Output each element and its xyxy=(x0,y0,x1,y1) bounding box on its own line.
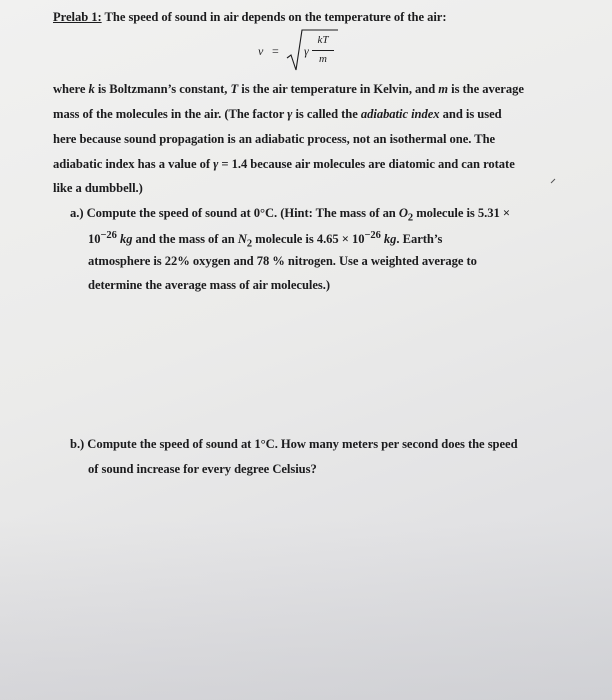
part-b-line-2: of sound increase for every degree Celsius? xyxy=(88,462,317,476)
symbol-gamma: γ xyxy=(213,157,219,171)
formula-denominator: m xyxy=(319,53,327,65)
intro-text: is Boltzmann’s constant, xyxy=(94,82,231,96)
formula-equals: = xyxy=(272,44,279,58)
part-a-text: 10 xyxy=(88,232,101,247)
adiabatic-index-term: adiabatic index xyxy=(360,107,440,121)
intro-line-3: here because sound propagation is an adiabatic process, not an isothermal one. The xyxy=(53,132,496,146)
part-a-line-3: atmosphere is 22% oxygen and 78 % nitrogen. Use a weighted average to xyxy=(88,254,477,268)
part-a-text: and the mass of an xyxy=(132,232,238,247)
intro-text: adiabatic index has a value of xyxy=(53,157,214,171)
stray-mark-icon xyxy=(550,178,556,184)
part-a-line-2 xyxy=(88,230,442,250)
symbol-gamma: γ xyxy=(287,107,293,121)
prelab-title-text: The speed of sound in air depends on the temperature of the air: xyxy=(101,10,447,24)
subscript-2: 2 xyxy=(407,212,414,224)
part-a-line-1 xyxy=(70,206,510,224)
intro-text: is the average xyxy=(448,82,524,96)
intro-line-1 xyxy=(53,82,524,97)
formula-v: v xyxy=(258,44,264,58)
intro-text: is called the xyxy=(292,107,361,121)
intro-line-2 xyxy=(53,107,502,122)
formula-gamma: γ xyxy=(304,44,309,58)
prelab-label: Prelab 1: xyxy=(53,10,102,24)
intro-text: where xyxy=(53,82,89,96)
symbol-N: N xyxy=(237,232,247,247)
photo-shadow xyxy=(0,520,612,700)
part-b-line-1: b.) Compute the speed of sound at 1°C. How many meters per second does the speed xyxy=(70,437,518,451)
intro-text: is the air temperature in Kelvin, and xyxy=(238,82,439,96)
symbol-O: O xyxy=(398,206,408,220)
intro-line-4 xyxy=(53,157,515,172)
part-a-line-4: determine the average mass of air molecules.) xyxy=(88,278,330,292)
intro-text: mass of the molecules in the air. (The factor xyxy=(53,107,288,121)
symbol-m: m xyxy=(438,82,449,96)
symbol-T: T xyxy=(230,82,239,96)
part-a-text: a.) Compute the speed of sound at 0°C. (Hint: The mass of an xyxy=(70,206,399,220)
exponent: −26 xyxy=(100,230,117,241)
intro-text: and is used xyxy=(439,107,502,121)
prelab-title xyxy=(53,10,446,25)
symbol-k: k xyxy=(88,82,95,96)
intro-text: = 1.4 because air molecules are diatomic and can rotate xyxy=(218,157,515,171)
formula-numerator: kT xyxy=(317,34,329,46)
intro-line-5: like a dumbbell.) xyxy=(53,181,143,195)
speed-of-sound-formula xyxy=(256,22,346,74)
unit-kg: kg xyxy=(116,232,133,247)
subscript-2: 2 xyxy=(246,238,253,250)
part-a-text: molecule is 4.65 × 10 xyxy=(252,232,365,247)
part-a-text: molecule is 5.31 × xyxy=(413,206,510,220)
exponent: −26 xyxy=(364,230,381,241)
part-a-text: . Earth’s xyxy=(396,232,443,247)
unit-kg: kg xyxy=(380,232,397,247)
fraction-bar xyxy=(312,50,334,51)
